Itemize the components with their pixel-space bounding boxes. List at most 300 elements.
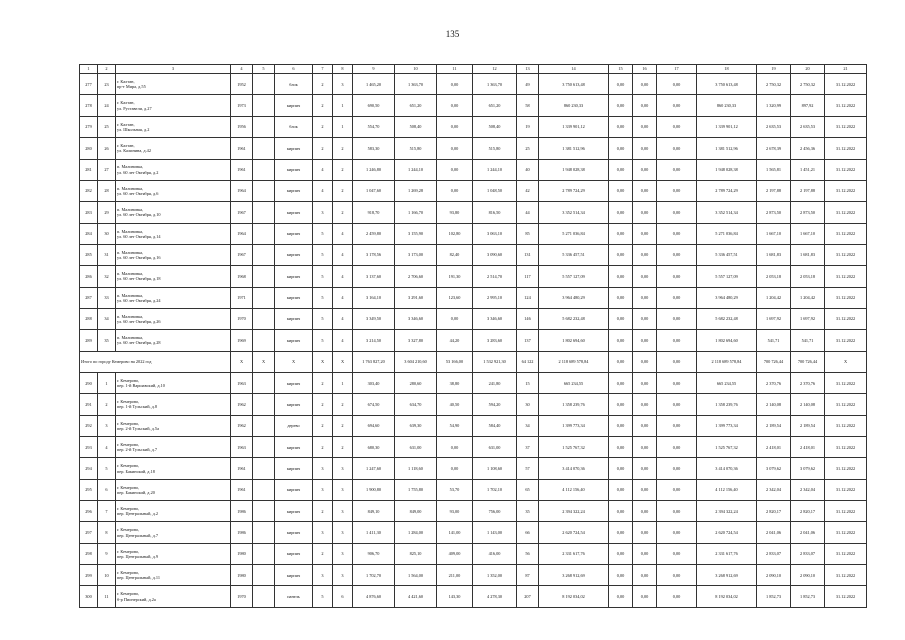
data-cell-col-14: 5 271 036,84 [539,223,609,244]
data-cell-col-10: 1 564,00 [395,565,437,586]
table-row [80,223,867,244]
data-cell-col-4: 1967 [231,244,253,265]
data-cell-col-21: 31.12.2022 [825,522,867,543]
data-cell-col-10: 3 173,00 [395,244,437,265]
data-cell-col-10: 1 755,80 [395,479,437,500]
data-cell-col-8: 2 [333,138,353,159]
data-cell-col-9: 1 411,30 [353,522,395,543]
data-cell-col-7: 4 [313,180,333,201]
data-cell-col-6: блок [275,74,313,95]
data-cell-col-12: 3 346,60 [473,308,517,329]
data-cell-col-15: 0,00 [609,159,633,180]
data-cell-col-11: 82,40 [437,244,473,265]
data-cell-col-13: 44 [517,202,539,223]
address-street: ул. 60 лет Октября, д.24 [117,297,161,303]
address-city: п. Малиновка, [117,249,144,255]
data-cell-col-19: 2 189,54 [757,415,791,436]
data-cell-col-7: 2 [313,394,333,415]
table-row [80,202,867,223]
data-cell-col-4: 1964 [231,223,253,244]
data-cell-col-21: 31.12.2022 [825,180,867,201]
row-index-cell: 291 [80,394,98,415]
table-row [80,308,867,329]
data-cell-col-7: 3 [313,458,333,479]
data-cell-col-13: 30 [517,394,539,415]
data-cell-col-14: 3 268 912,69 [539,565,609,586]
data-cell-col-18: 3 414 070,36 [697,458,757,479]
subtotal-cell-col-11: 53 166,00 [437,351,473,372]
row-local-index-cell: 26 [98,138,116,159]
data-cell-col-14: 5 336 457,51 [539,244,609,265]
data-cell-col-13: 124 [517,287,539,308]
row-index-cell: 281 [80,159,98,180]
address-city: г. Кемерово, [117,399,140,405]
row-local-index-cell: 32 [98,266,116,287]
data-cell-col-19: 2 873,50 [757,202,791,223]
data-cell-col-10: 280,60 [395,372,437,393]
data-cell-col-21: 31.12.2022 [825,202,867,223]
data-cell-col-6: кирпич [275,543,313,564]
data-cell-col-12: 3 063,10 [473,223,517,244]
data-cell-col-11: 0,00 [437,116,473,137]
data-cell-col-20: 1 681,83 [791,244,825,265]
data-cell-col-17: 0,00 [657,138,697,159]
subtotal-cell-col-7: X [313,351,333,372]
data-cell-col-11: 0,00 [437,436,473,457]
data-cell-col-15: 0,00 [609,479,633,500]
data-cell-col-7: 5 [313,223,333,244]
address-city: г. Кемерово, [117,484,140,490]
data-cell-col-10: 4 421,60 [395,586,437,608]
address-cell [116,180,231,201]
data-cell-col-7: 5 [313,330,333,351]
data-cell-col-14: 3 352 514,34 [539,202,609,223]
data-cell-col-16: 0,00 [633,74,657,95]
data-cell-col-6: кирпич [275,479,313,500]
data-cell-col-7: 2 [313,372,333,393]
data-cell-col-18: 5 271 036,84 [697,223,757,244]
data-cell-col-12: 1 108,60 [473,458,517,479]
address-city: п. Малиновка, [117,313,144,319]
data-cell-col-18: 1 358 239,76 [697,394,757,415]
data-cell-col-20: 1 667,10 [791,223,825,244]
data-cell-col-17: 0,00 [657,266,697,287]
data-cell-col-16: 0,00 [633,372,657,393]
address-street: ул. Школьная, д.2 [117,127,150,132]
address-street: б-р Пионерский, д.2а [117,596,156,602]
data-cell-col-16: 0,00 [633,522,657,543]
data-cell-col-21: 31.12.2022 [825,586,867,608]
data-cell-col-10: 1 284,00 [395,522,437,543]
data-cell-col-20: 2 370,76 [791,372,825,393]
data-cell-col-10: 3 327,80 [395,330,437,351]
address-street: ул. 60 лет Октября, д.26 [117,319,161,325]
column-number-cell: 4 [231,65,253,74]
data-cell-col-18: 3 268 912,69 [697,565,757,586]
row-local-index-cell: 9 [98,543,116,564]
data-cell-col-17: 0,00 [657,308,697,329]
row-local-index-cell: 1 [98,372,116,393]
data-cell-col-21: 31.12.2022 [825,436,867,457]
address-city: г. Калтан, [117,79,135,85]
data-cell-col-13: 85 [517,223,539,244]
data-cell-col-21: 31.12.2022 [825,159,867,180]
row-local-index-cell: 33 [98,287,116,308]
row-local-index-cell: 7 [98,501,116,522]
address-city: г. Кемерово, [117,570,140,576]
row-index-cell: 297 [80,522,98,543]
address-street: ул. 60 лет Октября, д.6 [117,191,159,197]
data-cell-col-19: 2 418,01 [757,436,791,457]
data-cell-col-5 [253,330,275,351]
data-cell-col-9: 1 247,60 [353,458,395,479]
subtotal-cell-col-16: 0,00 [633,351,657,372]
data-cell-col-16: 0,00 [633,159,657,180]
subtotal-cell-col-4: X [231,351,253,372]
data-cell-col-17: 0,00 [657,223,697,244]
row-local-index-cell: 23 [98,74,116,95]
data-cell-col-14: 3 750 613,48 [539,74,609,95]
data-cell-col-9: 680,30 [353,436,395,457]
data-cell-col-16: 0,00 [633,565,657,586]
row-index-cell: 300 [80,586,98,608]
data-cell-col-9: 3 349,50 [353,308,395,329]
data-cell-col-11: 191,30 [437,266,473,287]
data-cell-col-10: 849,00 [395,501,437,522]
data-cell-col-12: 594,20 [473,394,517,415]
data-cell-col-4: 1986 [231,501,253,522]
subtotal-cell-col-12: 1 532 921,30 [473,351,517,372]
data-cell-col-13: 56 [517,543,539,564]
data-cell-col-19: 1 320,99 [757,95,791,116]
data-cell-col-12: 515,80 [473,138,517,159]
data-cell-col-21: 31.12.2022 [825,287,867,308]
data-cell-col-17: 0,00 [657,501,697,522]
row-index-cell: 294 [80,458,98,479]
column-number-cell: 21 [825,65,867,74]
data-cell-col-10: 2 706,60 [395,266,437,287]
data-cell-col-19: 2 342,04 [757,479,791,500]
data-cell-col-19: 2 820,17 [757,501,791,522]
data-cell-col-12: 756,00 [473,501,517,522]
data-cell-col-13: 42 [517,180,539,201]
row-index-cell: 287 [80,287,98,308]
address-cell [116,266,231,287]
data-cell-col-7: 5 [313,586,333,608]
data-cell-col-17: 0,00 [657,74,697,95]
data-cell-col-6: кирпич [275,138,313,159]
data-cell-col-11: 141,00 [437,522,473,543]
data-cell-col-9: 3 178,56 [353,244,395,265]
data-cell-col-20: 1 451,21 [791,159,825,180]
data-cell-col-9: 583,30 [353,138,395,159]
data-cell-col-21: 31.12.2022 [825,501,867,522]
column-number-cell: 18 [697,65,757,74]
data-cell-col-20: 3 079,62 [791,458,825,479]
address-street: пер. 2-й Тульский, д.7 [117,447,158,453]
data-cell-col-15: 0,00 [609,95,633,116]
data-cell-col-4: 1963 [231,372,253,393]
data-cell-col-14: 8 192 034,02 [539,586,609,608]
data-cell-col-8: 3 [333,543,353,564]
data-cell-col-8: 2 [333,159,353,180]
data-cell-col-13: 66 [517,522,539,543]
data-cell-col-4: 1961 [231,138,253,159]
data-cell-col-16: 0,00 [633,116,657,137]
row-local-index-cell: 2 [98,394,116,415]
address-city: п. Малиновка, [117,164,144,170]
data-cell-col-21: 31.12.2022 [825,308,867,329]
subtotal-label: Итого по городу Кемерово на 2022 год [80,351,231,372]
data-cell-col-4: 1971 [231,287,253,308]
data-cell-col-4: 1964 [231,180,253,201]
data-cell-col-21: 31.12.2022 [825,394,867,415]
data-cell-col-9: 1 465,20 [353,74,395,95]
data-cell-col-4: 1970 [231,586,253,608]
data-cell-col-11: 54,90 [437,415,473,436]
address-street: пер. 1-й Варшавский, д.10 [117,383,165,389]
data-cell-col-19: 2 090,10 [757,565,791,586]
data-cell-col-11: 0,00 [437,159,473,180]
data-cell-col-9: 1 702,70 [353,565,395,586]
data-cell-col-8: 1 [333,116,353,137]
address-city: г. Кемерово, [117,548,140,554]
data-cell-col-6: кирпич [275,372,313,393]
data-cell-col-7: 5 [313,266,333,287]
data-cell-col-10: 3 291,60 [395,287,437,308]
data-cell-col-9: 1 246,80 [353,159,395,180]
data-cell-col-5 [253,415,275,436]
column-number-cell: 14 [539,65,609,74]
data-cell-col-18: 2 620 724,54 [697,522,757,543]
data-cell-col-6: кирпич [275,458,313,479]
row-index-cell: 286 [80,266,98,287]
subtotal-cell-col-6: X [275,351,313,372]
data-cell-col-9: 2 459,80 [353,223,395,244]
data-cell-col-17: 0,00 [657,244,697,265]
data-cell-col-13: 40 [517,159,539,180]
data-cell-col-15: 0,00 [609,330,633,351]
data-cell-col-8: 4 [333,308,353,329]
data-cell-col-15: 0,00 [609,586,633,608]
address-city: г. Кемерово, [117,441,140,447]
address-cell [116,330,231,351]
table-row [80,287,867,308]
data-cell-col-10: 3 155,90 [395,223,437,244]
data-cell-col-4: 1970 [231,308,253,329]
data-cell-col-16: 0,00 [633,415,657,436]
housing-register-table [79,64,867,608]
data-cell-col-16: 0,00 [633,202,657,223]
data-cell-col-10: 1 269,28 [395,180,437,201]
data-cell-col-12: 816,50 [473,202,517,223]
data-cell-col-13: 207 [517,586,539,608]
table-row [80,180,867,201]
data-cell-col-6: кирпич [275,436,313,457]
data-cell-col-20: 2 456,36 [791,138,825,159]
data-cell-col-7: 3 [313,522,333,543]
data-cell-col-20: 541,71 [791,330,825,351]
data-cell-col-19: 2 370,76 [757,372,791,393]
data-cell-col-18: 1 948 028,38 [697,159,757,180]
data-cell-col-13: 137 [517,330,539,351]
data-cell-col-12: 1 048,50 [473,180,517,201]
row-local-index-cell: 27 [98,159,116,180]
data-cell-col-5 [253,116,275,137]
address-street: пр-т Мира, д.55 [117,84,146,90]
data-cell-col-11: 40,50 [437,394,473,415]
data-cell-col-5 [253,138,275,159]
data-cell-col-13: 34 [517,415,539,436]
data-cell-col-15: 0,00 [609,458,633,479]
data-cell-col-15: 0,00 [609,436,633,457]
data-cell-col-7: 3 [313,479,333,500]
data-cell-col-15: 0,00 [609,394,633,415]
data-cell-col-19: 1 852,73 [757,586,791,608]
data-cell-col-5 [253,287,275,308]
data-cell-col-9: 918,70 [353,202,395,223]
data-cell-col-15: 0,00 [609,522,633,543]
data-cell-col-8: 3 [333,565,353,586]
data-cell-col-11: 211,00 [437,565,473,586]
data-cell-col-12: 416,00 [473,543,517,564]
data-cell-col-14: 1 358 239,76 [539,394,609,415]
data-cell-col-21: 31.12.2022 [825,74,867,95]
data-cell-col-5 [253,565,275,586]
subtotal-cell-col-21: X [825,351,867,372]
data-cell-col-21: 31.12.2022 [825,116,867,137]
address-street: ул. 60 лет Октября, д.16 [117,255,161,261]
data-cell-col-18: 5 336 457,51 [697,244,757,265]
data-cell-col-20: 2 053,18 [791,266,825,287]
data-cell-col-15: 0,00 [609,543,633,564]
data-cell-col-8: 4 [333,266,353,287]
data-cell-col-18: 1 339 901,12 [697,116,757,137]
data-cell-col-19: 2 750,32 [757,74,791,95]
table-row [80,415,867,436]
row-local-index-cell: 35 [98,330,116,351]
data-cell-col-18: 8 192 034,02 [697,586,757,608]
data-cell-col-12: 241,80 [473,372,517,393]
data-cell-col-14: 3 414 070,36 [539,458,609,479]
row-local-index-cell: 5 [98,458,116,479]
data-cell-col-13: 25 [517,138,539,159]
data-cell-col-7: 2 [313,116,333,137]
data-cell-col-10: 1 118,60 [395,458,437,479]
data-cell-col-8: 6 [333,586,353,608]
subtotal-cell-col-10: 3 604 210,60 [395,351,437,372]
address-city: п. Малиновка, [117,207,144,213]
data-cell-col-19: 2 833,07 [757,543,791,564]
data-cell-col-13: 15 [517,372,539,393]
data-cell-col-6: кирпич [275,95,313,116]
data-cell-col-14: 5 682 232,48 [539,308,609,329]
data-cell-col-9: 303,40 [353,372,395,393]
data-cell-col-19: 1 667,10 [757,223,791,244]
row-local-index-cell: 8 [98,522,116,543]
data-cell-col-8: 1 [333,95,353,116]
row-index-cell: 296 [80,501,98,522]
address-street: пер. Центральный, д.11 [117,575,160,581]
data-cell-col-4: 1967 [231,202,253,223]
data-cell-col-14: 4 112 156,40 [539,479,609,500]
data-cell-col-6: кирпич [275,308,313,329]
data-cell-col-6: кирпич [275,159,313,180]
data-cell-col-9: 690,50 [353,95,395,116]
data-cell-col-19: 2 053,18 [757,266,791,287]
data-cell-col-20: 897,92 [791,95,825,116]
table-row [80,244,867,265]
row-local-index-cell: 29 [98,202,116,223]
data-cell-col-12: 631,00 [473,436,517,457]
row-index-cell: 284 [80,223,98,244]
data-cell-col-9: 3 214,50 [353,330,395,351]
column-number-cell: 19 [757,65,791,74]
data-cell-col-14: 3 964 480,29 [539,287,609,308]
column-number-cell: 17 [657,65,697,74]
subtotal-cell-col-15: 0,00 [609,351,633,372]
data-cell-col-16: 0,00 [633,543,657,564]
row-index-cell: 288 [80,308,98,329]
address-cell [116,586,231,608]
address-cell [116,501,231,522]
data-cell-col-14: 1 948 028,38 [539,159,609,180]
subtotal-cell-col-13: 64 122 [517,351,539,372]
address-street: пер. Центральный, д.7 [117,532,158,538]
data-cell-col-15: 0,00 [609,202,633,223]
address-street: ул. Калинина, д.42 [117,148,151,154]
data-cell-col-18: 2 331 617,76 [697,543,757,564]
data-cell-col-20: 2 197,88 [791,180,825,201]
data-cell-col-6: кирпич [275,501,313,522]
data-cell-col-6: кирпич [275,565,313,586]
data-cell-col-7: 2 [313,501,333,522]
subtotal-cell-col-18: 2 118 689 578,84 [697,351,757,372]
data-cell-col-5 [253,223,275,244]
data-cell-col-16: 0,00 [633,266,657,287]
data-cell-col-21: 31.12.2022 [825,479,867,500]
data-cell-col-9: 674,50 [353,394,395,415]
data-cell-col-8: 1 [333,372,353,393]
data-cell-col-13: 117 [517,266,539,287]
data-cell-col-12: 508,40 [473,116,517,137]
data-cell-col-9: 906,70 [353,543,395,564]
data-cell-col-10: 634,70 [395,394,437,415]
data-cell-col-17: 0,00 [657,330,697,351]
subtotal-cell-col-5: X [253,351,275,372]
subtotal-cell-col-20: 700 726,44 [791,351,825,372]
data-cell-col-11: 409,00 [437,543,473,564]
subtotal-cell-col-14: 2 118 689 578,84 [539,351,609,372]
data-cell-col-20: 2 342,04 [791,479,825,500]
data-cell-col-7: 2 [313,543,333,564]
column-number-cell: 2 [98,65,116,74]
data-cell-col-5 [253,308,275,329]
column-number-cell: 1 [80,65,98,74]
data-cell-col-9: 554,70 [353,116,395,137]
data-cell-col-7: 5 [313,308,333,329]
data-cell-col-20: 1 852,73 [791,586,825,608]
row-local-index-cell: 11 [98,586,116,608]
address-cell [116,394,231,415]
data-cell-col-7: 5 [313,287,333,308]
data-cell-col-6: кирпич [275,330,313,351]
data-cell-col-17: 0,00 [657,543,697,564]
column-number-cell: 10 [395,65,437,74]
data-cell-col-5 [253,458,275,479]
row-index-cell: 282 [80,180,98,201]
data-cell-col-18: 860 230,33 [697,95,757,116]
